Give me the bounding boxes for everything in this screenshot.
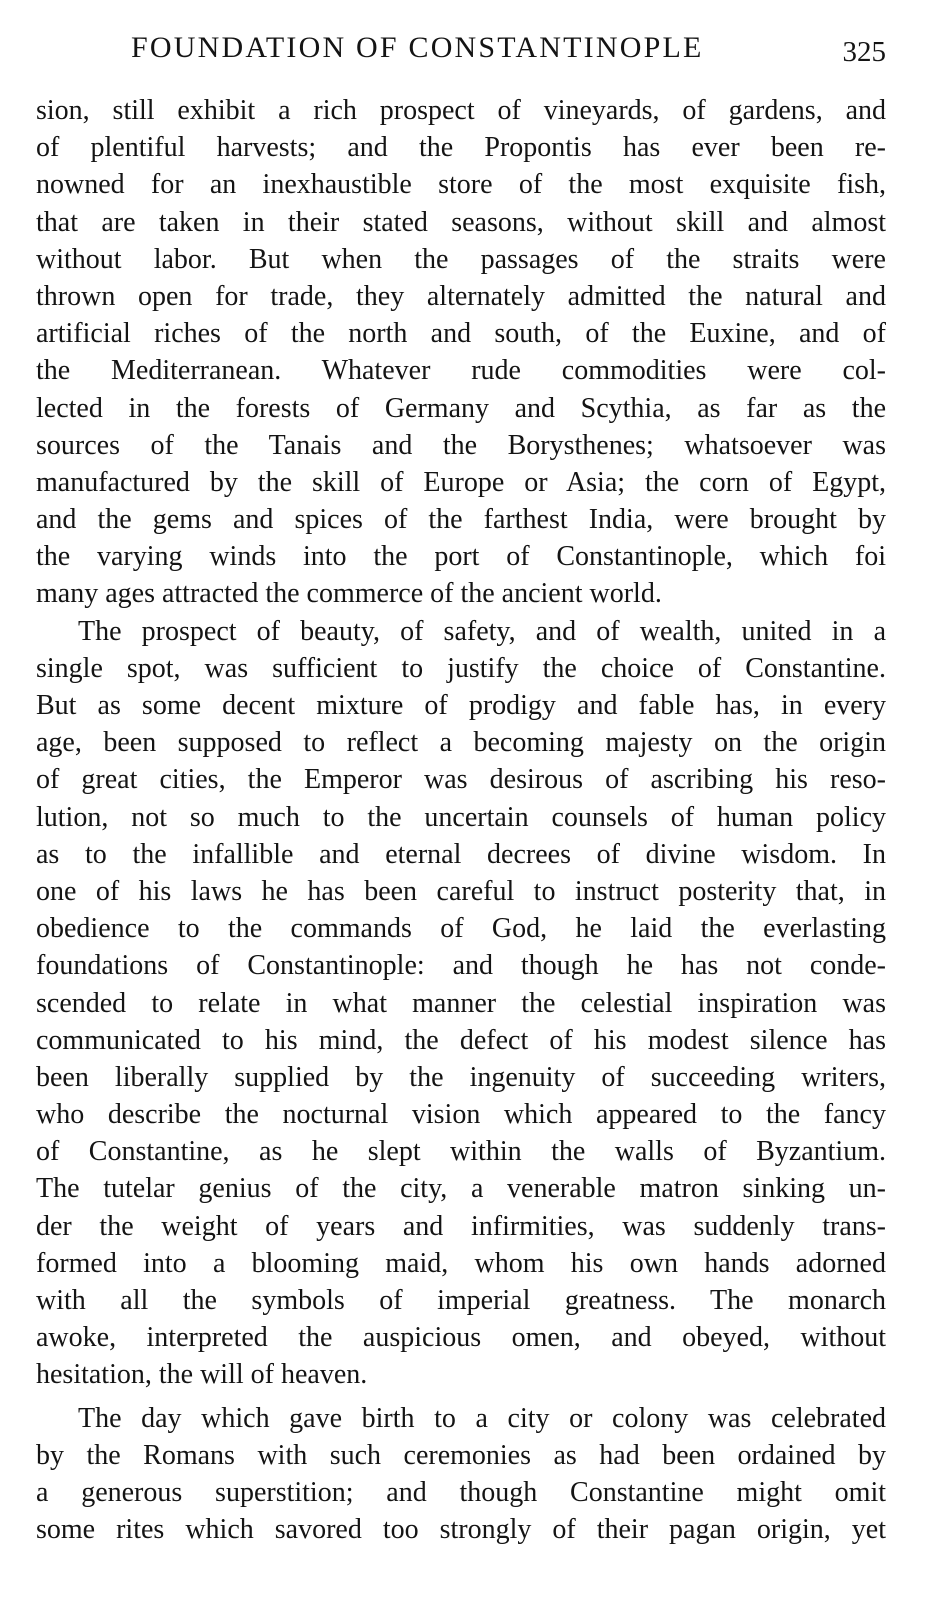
text-line: a generous superstition; and though Constantine might omit — [36, 1476, 886, 1508]
text-line: awoke, interpreted the auspicious omen, and obeyed, without — [36, 1322, 886, 1354]
text-line: who describe the nocturnal vision which appeared to the fancy — [36, 1099, 886, 1131]
text-line: age, been supposed to reflect a becoming majesty on the origin — [36, 727, 886, 759]
text-line: lution, not so much to the uncertain counsels of human policy — [36, 801, 886, 833]
text-line: the Mediterranean. Whatever rude commodities were col- — [36, 355, 886, 387]
text-line: But as some decent mixture of prodigy and fable has, in every — [36, 690, 886, 721]
text-line: many ages attracted the commerce of the ancient world. — [36, 578, 662, 610]
text-line: obedience to the commands of God, he laid the everlasting — [36, 913, 886, 945]
text-line: the varying winds into the port of Constantinople, which foi — [36, 541, 886, 573]
text-line: communicated to his mind, the defect of his modest silence has — [36, 1024, 886, 1056]
text-line: foundations of Constantinople: and though he has not conde- — [36, 950, 886, 982]
paragraph — [36, 92, 886, 613]
text-line: hesitation, the will of heaven. — [36, 1359, 368, 1391]
text-line: of Constantine, as he slept within the walls of Byzantium. — [36, 1136, 886, 1168]
text-line: The prospect of beauty, of safety, and of wealth, united in a — [78, 615, 886, 647]
text-line: of plentiful harvests; and the Propontis has ever been re- — [36, 132, 886, 164]
text-line: single spot, was sufficient to justify the choice of Constantine. — [36, 652, 886, 684]
text-line: as to the infallible and eternal decrees of divine wisdom. In — [36, 838, 886, 870]
text-line: with all the symbols of imperial greatness. The monarch — [36, 1285, 886, 1316]
running-head — [36, 24, 886, 74]
paragraph — [36, 1400, 886, 1549]
text-line: thrown open for trade, they alternately admitted the natural and — [36, 280, 886, 312]
text-line: artificial riches of the north and south, of the Euxine, and of — [36, 318, 886, 350]
text-line: of great cities, the Emperor was desirous of ascribing his reso- — [36, 764, 886, 796]
text-line: been liberally supplied by the ingenuity of succeeding writers, — [36, 1061, 886, 1093]
text-line: The day which gave birth to a city or colony was celebrated — [78, 1402, 886, 1434]
text-line: without labor. But when the passages of the straits were — [36, 243, 886, 275]
text-line: nowned for an inexhaustible store of the most exquisite fish, — [36, 169, 886, 201]
text-line: by the Romans with such ceremonies as had been ordained by — [36, 1439, 886, 1471]
text-line: The tutelar genius of the city, a venerable matron sinking un- — [36, 1173, 886, 1205]
text-line: sion, still exhibit a rich prospect of vineyards, of gardens, and — [36, 95, 886, 126]
text-line: and the gems and spices of the farthest India, were brought by — [36, 504, 886, 536]
paragraph — [36, 613, 886, 1394]
text-line: one of his laws he has been careful to instruct posterity that, in — [36, 875, 886, 907]
text-line: manufactured by the skill of Europe or Asia; the corn of Egypt, — [36, 466, 886, 498]
page-number: 325 — [842, 36, 886, 68]
text-line: lected in the forests of Germany and Scythia, as far as the — [36, 392, 886, 424]
body-text — [36, 92, 886, 1548]
text-line: some rites which savored too strongly of their pagan origin, yet — [36, 1514, 886, 1546]
text-line: formed into a blooming maid, whom his own hands adorned — [36, 1247, 886, 1279]
chapter-title: FOUNDATION OF CONSTANTINOPLE — [131, 31, 704, 64]
text-line: that are taken in their stated seasons, without skill and almost — [36, 206, 886, 238]
text-line: sources of the Tanais and the Borysthenes; whatsoever was — [36, 429, 886, 461]
text-line: der the weight of years and infirmities, was suddenly trans- — [36, 1210, 886, 1242]
text-line: scended to relate in what manner the celestial inspiration was — [36, 987, 886, 1019]
